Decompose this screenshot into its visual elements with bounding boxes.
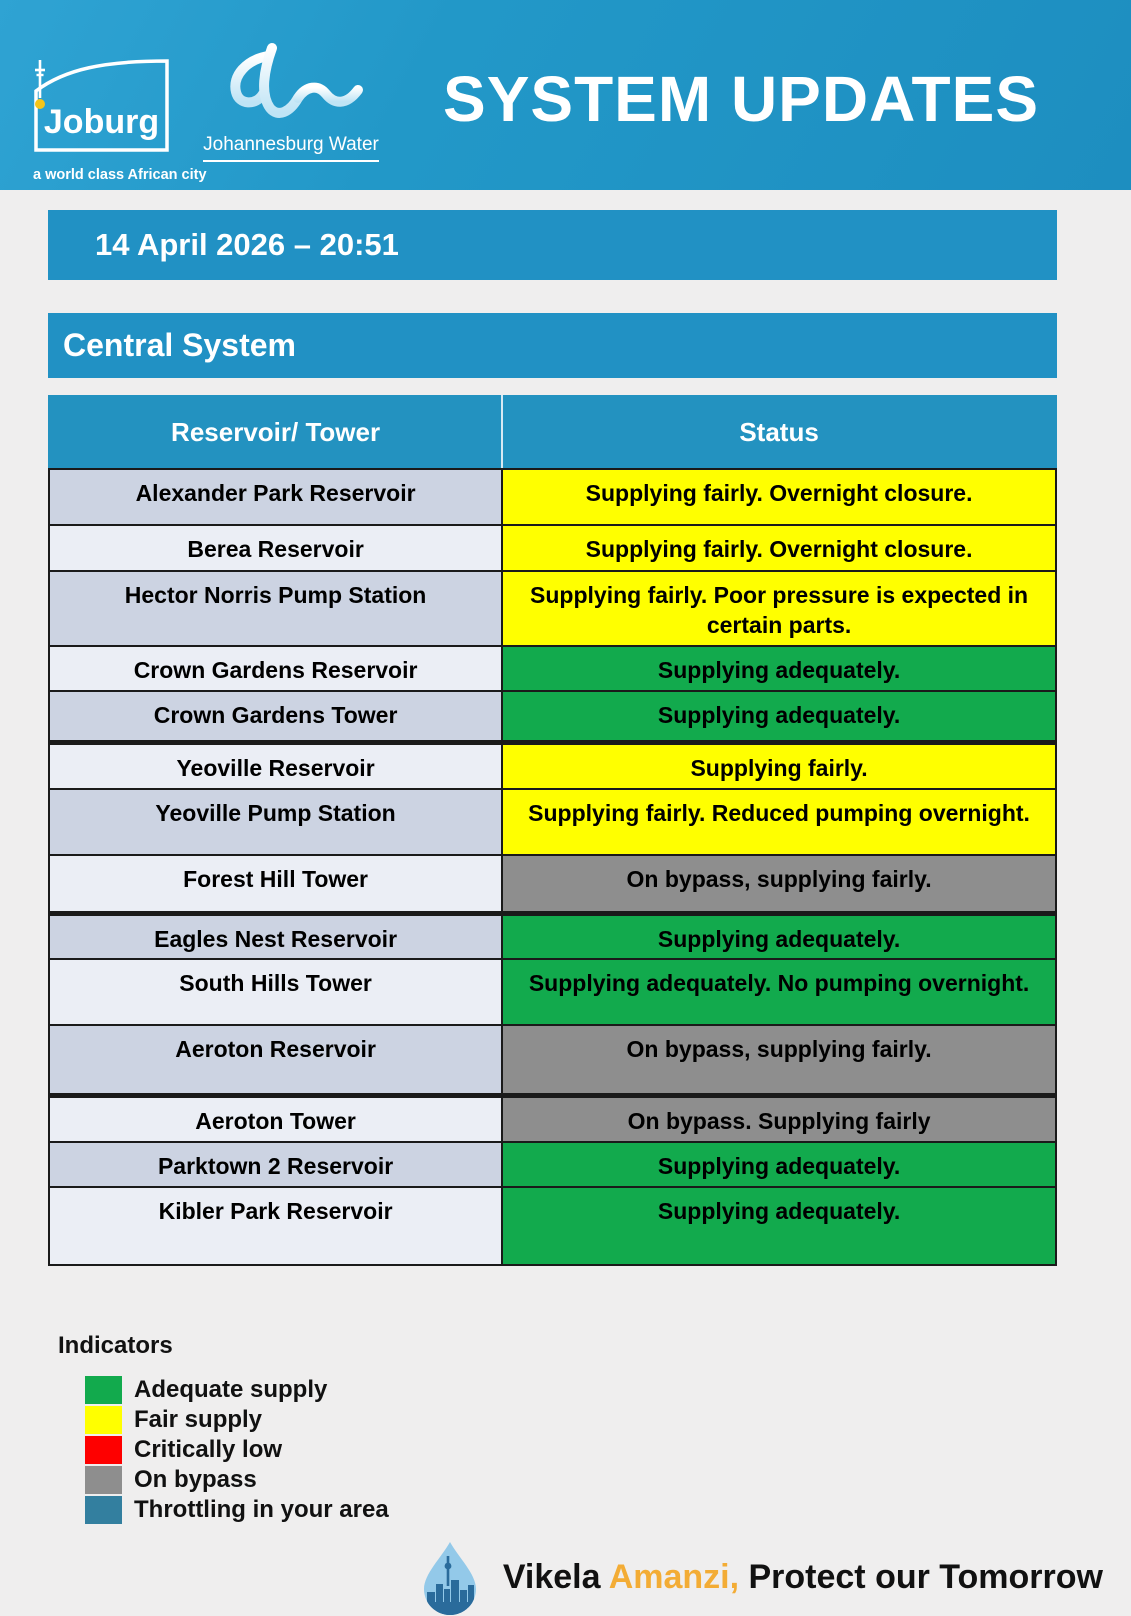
column-header-reservoir: Reservoir/ Tower xyxy=(49,396,502,469)
footer-highlight: Amanzi, xyxy=(608,1558,740,1597)
table-row xyxy=(49,1095,1056,1141)
reservoir-name-cell: Kibler Park Reservoir xyxy=(49,1187,502,1265)
table-row xyxy=(49,691,1056,743)
table-row xyxy=(49,469,1056,525)
table-row xyxy=(49,959,1056,1025)
column-header-status: Status xyxy=(502,396,1056,469)
status-table-head xyxy=(49,396,1056,469)
table-row xyxy=(49,855,1056,913)
status-cell: Supplying adequately. No pumping overnight. xyxy=(502,959,1056,1025)
table-row xyxy=(49,525,1056,571)
status-cell: Supplying fairly. Overnight closure. xyxy=(502,469,1056,525)
reservoir-name-cell: Parktown 2 Reservoir xyxy=(49,1142,502,1187)
reservoir-name-cell: Yeoville Pump Station xyxy=(49,789,502,855)
table-row xyxy=(49,571,1056,646)
table-row xyxy=(49,1187,1056,1265)
footer-slogan-prefix: Vikela xyxy=(502,1558,609,1597)
status-table xyxy=(48,395,1057,1266)
status-cell: On bypass. Supplying fairly xyxy=(502,1095,1056,1141)
legend-swatch-fair xyxy=(85,1406,122,1434)
reservoir-name-cell: Hector Norris Pump Station xyxy=(49,571,502,646)
footer-slogan xyxy=(503,1558,1103,1597)
legend-swatch-throttling xyxy=(85,1496,122,1524)
legend-label: Critically low xyxy=(134,1435,283,1463)
status-cell: On bypass, supplying fairly. xyxy=(502,855,1056,913)
reservoir-name-cell: Crown Gardens Reservoir xyxy=(49,646,502,691)
status-cell: Supplying fairly. Reduced pumping overnight. xyxy=(502,789,1056,855)
table-row xyxy=(49,1142,1056,1187)
legend-label: Adequate supply xyxy=(134,1375,328,1403)
reservoir-name-cell: Forest Hill Tower xyxy=(49,855,502,913)
reservoir-name-cell: Crown Gardens Tower xyxy=(49,691,502,743)
status-cell: Supplying adequately. xyxy=(502,1187,1056,1265)
joburg-logo xyxy=(33,58,207,183)
status-cell: Supplying fairly. xyxy=(502,743,1056,789)
header xyxy=(0,0,1131,190)
reservoir-name-cell: Berea Reservoir xyxy=(49,525,502,571)
reservoir-name-cell: Yeoville Reservoir xyxy=(49,743,502,789)
indicator-list xyxy=(85,1376,1131,1524)
legend-swatch-adequate xyxy=(85,1376,122,1404)
johannesburg-water-logo xyxy=(201,42,381,162)
reservoir-name-cell: Eagles Nest Reservoir xyxy=(49,913,502,959)
legend-label: Throttling in your area xyxy=(134,1495,389,1523)
table-row xyxy=(49,789,1056,855)
joburg-logo-frame xyxy=(33,58,170,153)
reservoir-name-cell: South Hills Tower xyxy=(49,959,502,1025)
table-row xyxy=(49,646,1056,691)
status-cell: Supplying adequately. xyxy=(502,913,1056,959)
legend-swatch-bypass xyxy=(85,1466,122,1494)
legend-item xyxy=(85,1436,1131,1464)
reservoir-name-cell: Alexander Park Reservoir xyxy=(49,469,502,525)
johannesburg-water-label: Johannesburg Water xyxy=(203,134,379,162)
section-title-banner: Central System xyxy=(48,313,1057,378)
legend-item xyxy=(85,1376,1131,1404)
status-cell: Supplying adequately. xyxy=(502,691,1056,743)
page-title: SYSTEM UPDATES xyxy=(443,63,1039,135)
legend-item xyxy=(85,1496,1131,1524)
table-row xyxy=(49,743,1056,789)
status-cell: On bypass, supplying fairly. xyxy=(502,1025,1056,1095)
table-row xyxy=(49,913,1056,959)
joburg-tagline: a world class African city xyxy=(33,167,207,183)
status-cell: Supplying fairly. Poor pressure is expected in certain parts. xyxy=(502,571,1056,646)
legend-swatch-critical xyxy=(85,1436,122,1464)
water-drop-city-icon xyxy=(419,1540,481,1616)
reservoir-name-cell: Aeroton Reservoir xyxy=(49,1025,502,1095)
indicators-section xyxy=(58,1332,1131,1524)
status-cell: Supplying adequately. xyxy=(502,646,1056,691)
legend-label: On bypass xyxy=(134,1465,257,1493)
status-cell: Supplying adequately. xyxy=(502,1142,1056,1187)
legend-item xyxy=(85,1466,1131,1494)
water-waves-icon xyxy=(206,42,376,134)
table-row xyxy=(49,1025,1056,1095)
status-cell: Supplying fairly. Overnight closure. xyxy=(502,525,1056,571)
reservoir-name-cell: Aeroton Tower xyxy=(49,1095,502,1141)
joburg-logo-text: Joburg xyxy=(43,103,160,141)
legend-item xyxy=(85,1406,1131,1434)
footer-slogan-suffix: Protect our Tomorrow xyxy=(739,1558,1103,1597)
footer xyxy=(0,1540,1131,1616)
indicators-title: Indicators xyxy=(58,1331,173,1359)
status-table-body xyxy=(49,469,1056,1265)
date-banner: 14 April 2026 – 20:51 xyxy=(48,210,1057,280)
legend-label: Fair supply xyxy=(134,1405,263,1433)
header-row xyxy=(49,396,1056,469)
